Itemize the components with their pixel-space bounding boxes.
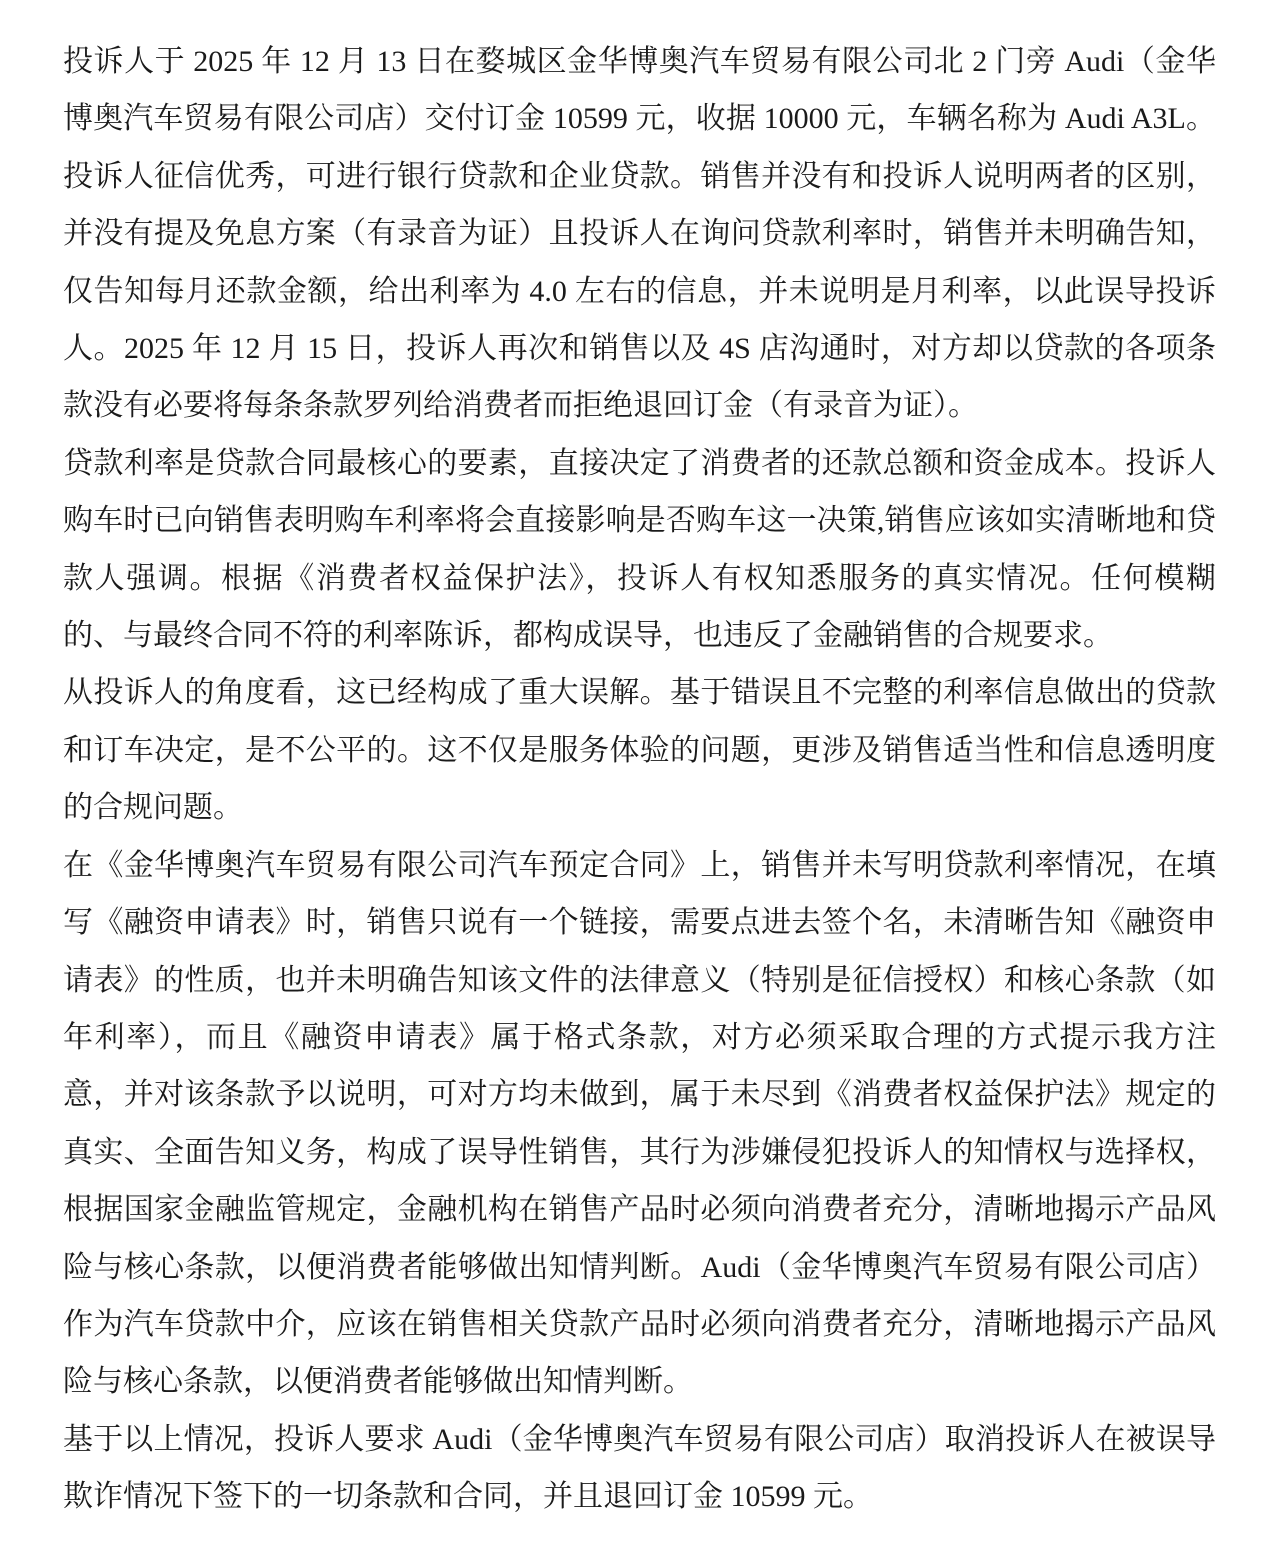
complaint-paragraph-misunderstanding: 从投诉人的角度看，这已经构成了重大误解。基于错误且不完整的利率信息做出的贷款和订车决定，是不公平的。这不仅是服务体验的问题，更涉及销售适当性和信息透明度的合规问题。 [63,676,1216,825]
complaint-paragraph-loan-rate-argument: 贷款利率是贷款合同最核心的要素，直接决定了消费者的还款总额和资金成本。投诉人购车时已向销售表明购车利率将会直接影响是否购车这一决策,销售应该如实清晰地和贷款人强调。根据《消费者权益保护法》，投诉人有权知悉服务的真实情况。任何模糊的、与最终合同不符的利率陈诉，都构成误导，也违反了金融销售的合规要求。 [63,446,1216,653]
complaint-paragraph-intro: 投诉人于 2025 年 12 月 13 日在婺城区金华博奥汽车贸易有限公司北 2 门旁 Audi（金华博奥汽车贸易有限公司店）交付订金 10599 元，收据 10000 元，车辆名称为 Audi A3L。投诉人征信优秀，可进行银行贷款和企业贷款。销售并没有和投诉人说明两者的区别，并没有提及免息方案（有录音为证）且投诉人在询问贷款利率时，销售并未明确告知，仅告知每月还款金额，给出利率为 4.0 左右的信息，并未说明是月利率，以此误导投诉人。2025 年 12 月 15 日，投诉人再次和销售以及 4S 店沟通时，对方却以贷款的各项条款没有必要将每条条款罗列给消费者而拒绝退回订金（有录音为证）。 [63,45,1216,423]
complaint-paragraph-contract-details: 在《金华博奥汽车贸易有限公司汽车预定合同》上，销售并未写明贷款利率情况，在填写《融资申请表》时，销售只说有一个链接，需要点进去签个名，未清晰告知《融资申请表》的性质，也并未明确告知该文件的法律意义（特别是征信授权）和核心条款（如年利率），而且《融资申请表》属于格式条款，对方必须采取合理的方式提示我方注意，并对该条款予以说明，可对方均未做到，属于未尽到《消费者权益保护法》规定的真实、全面告知义务，构成了误导性销售，其行为涉嫌侵犯投诉人的知情权与选择权，根据国家金融监管规定，金融机构在销售产品时必须向消费者充分，清晰地揭示产品风险与核心条款，以便消费者能够做出知情判断。Audi（金华博奥汽车贸易有限公司店）作为汽车贷款中介，应该在销售相关贷款产品时必须向消费者充分，清晰地揭示产品风险与核心条款，以便消费者能够做出知情判断。 [63,848,1216,1399]
complaint-paragraph-demand: 基于以上情况，投诉人要求 Audi（金华博奥汽车贸易有限公司店）取消投诉人在被误导欺诈情况下签下的一切条款和合同，并且退回订金 10599 元。 [63,1422,1216,1514]
